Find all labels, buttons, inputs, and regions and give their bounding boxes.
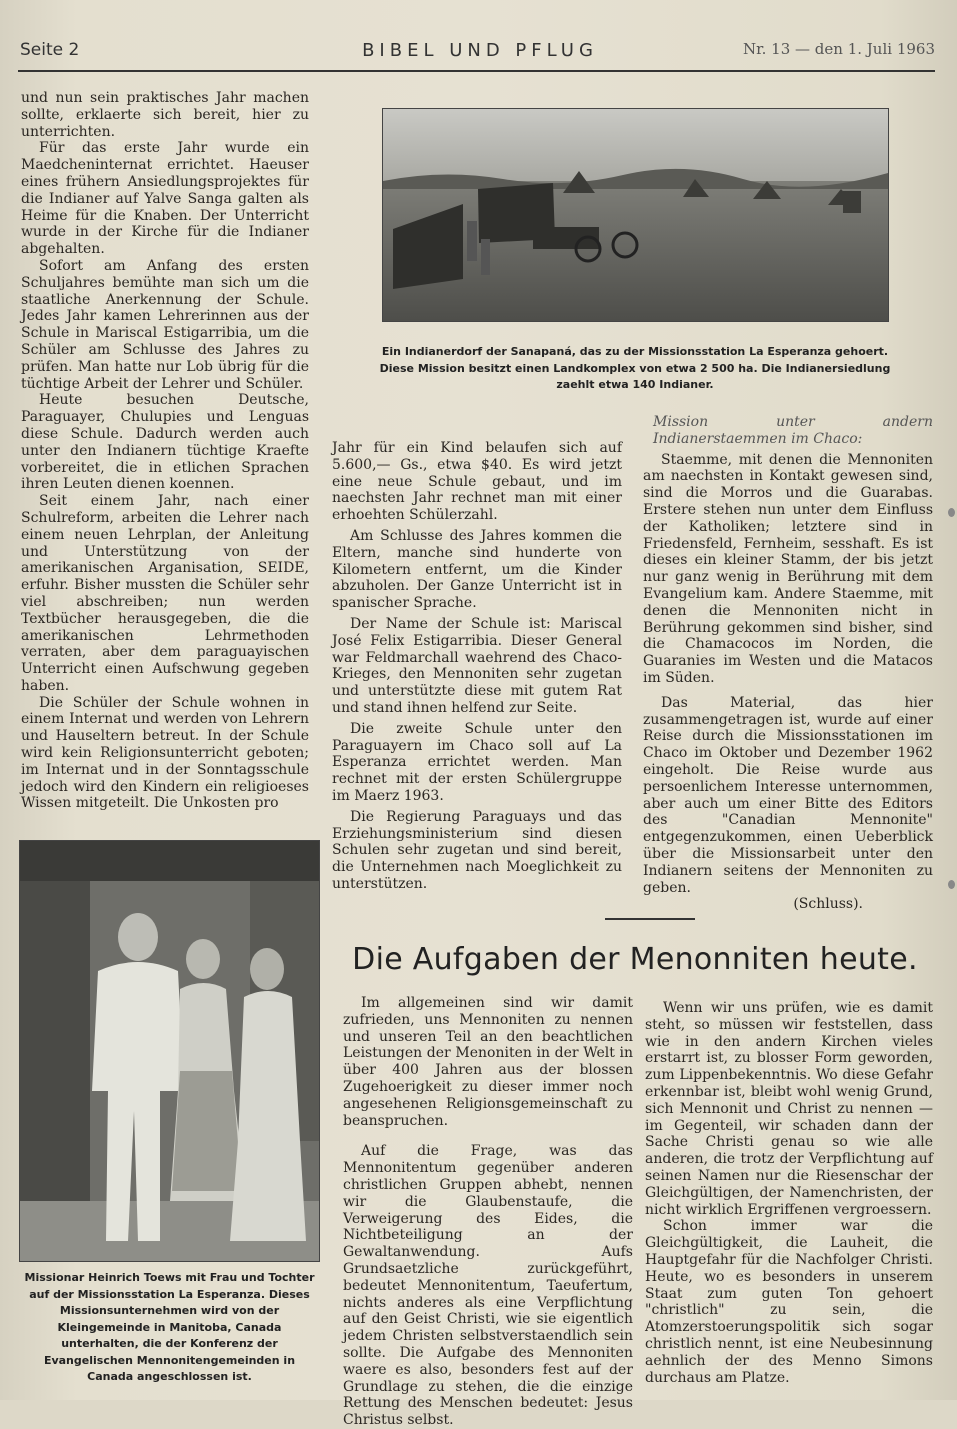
paragraph: Sofort am Anfang des ersten Schuljahres bemühte man sich um die staatliche Anerkennung der Schule. Jedes Jahr kamen Lehrerinnen aus der Schule in Mariscal Estigarribia, um die Schüler am Schlusse des Jahres zu prüfen. Man hatte nur Lob übrig für die tüchtige Arbeit der Lehrer und Schüler. — [21, 257, 309, 392]
paragraph: Im allgemeinen sind wir damit zufrieden, uns Mennoniten zu nennen und unseren Teil an den beachtlichen Leistungen der Menoniten in der Welt in über 400 Jahren aus der blossen Zugehoerigkeit zu dieser immer noch angesehenen Religionsgemeinschaft zu beanspruchen. — [343, 995, 633, 1129]
section-heading: Mission unter andern Indianerstaemmen im Chaco: — [653, 414, 933, 447]
paragraph: Für das erste Jahr wurde ein Maedcheninternat errichtet. Haeuser eines frühern Ansiedlungsprojektes für die Indianer auf Yalve Sanga galten als Heime für die Knaben. Der Unterricht wurde in der Kirche für die Indianer abgehalten. — [21, 140, 309, 258]
paragraph: Am Schlusse des Jahres kommen die Eltern, manche sind hunderte von Kilometern entfernt, um die Kinder abzuholen. Der Ganze Unterricht ist in spanischer Sprache. — [332, 527, 622, 612]
article-column-5 — [645, 1000, 933, 1386]
missionary-family-photo — [19, 840, 320, 1262]
section-divider — [605, 918, 695, 920]
article-column-1 — [21, 90, 309, 812]
paragraph: Staemme, mit denen die Mennoniten am naechsten in Kontakt gewesen sind, sind die Morros und die Guarabas. Erstere stehen nun unter dem Einfluss der Katholiken; letztere sind in Friedensfeld, Fernheim, sesshaft. Es ist dieses ein kleiner Stamm, der bis jetzt nur ganz wenig in Berührung mit dem Evangelium kam. Andere Staemme, mit denen die Mennoniten nicht in Berührung gekommen sind bisher, sind die Chamacocos im Norden, die Guaranies im Westen und die Matacos im Süden. — [643, 451, 933, 686]
village-photo-image — [383, 109, 888, 321]
missionary-family-image — [20, 841, 319, 1261]
paragraph: Die Schüler der Schule wohnen in einem Internat und werden von Lehrern und Hauseltern betreut. In der Schule wird kein Religionsunterricht geboten; im Internat und in der Sonntagsschule jedoch wird den Kindern ein religioeses Wissen mitgeteilt. Die Unkosten pro — [21, 694, 309, 812]
page-number: Seite 2 — [20, 40, 80, 60]
village-photo-caption: Ein Indianerdorf der Sanapaná, das zu der Missionsstation La Esperanza gehoert. Diese Mission besitzt einen Landkomplex von etwa 2 500 ha. Die Indianersiedlung zaehlt etwa 140 Indianer. — [379, 345, 891, 391]
issue-date: Nr. 13 — den 1. Juli 1963 — [742, 40, 935, 58]
masthead-title: BIBEL UND PFLUG — [362, 40, 598, 61]
article-headline: Die Aufgaben der Menonniten heute. — [352, 942, 918, 977]
paragraph: Der Name der Schule ist: Mariscal José Felix Estigarribia. Dieser General war Feldmarchall waehrend des Chaco-Krieges, den Mennoniten sehr zugetan und unterstützte diese mit gutem Rat und stand ihnen helfend zur Seite. — [332, 615, 622, 716]
header-rule — [18, 70, 935, 72]
paragraph: Auf die Frage, was das Mennonitentum gegenüber anderen christlichen Gruppen abhebt, nennen wir die Glaubenstaufe, die Verweigerung des Eides, die Nichtbeteiligung an der Gewaltanwendung. Aufs Grundsaetzliche zurückgeführt, bedeutet Mennonitentum, Taeufertum, nichts anderes als eine Verpflichtung auf den Geist Christi, wie sie eigentlich jedem Christen selbstverstaendlich sein sollte. Die Aufgabe des Mennoniten waere es also, besonders fest auf der Grundlage zu stehen, die die einzige Rettung des Menschen bedeutet: Jesus Christus selbst. — [343, 1143, 633, 1429]
paragraph: Seit einem Jahr, nach einer Schulreform, arbeiten die Lehrer nach einem neuen Lehrplan, der Anleitung und Unterstützung von der amerikanischen Arganisation, SEIDE, erfuhr. Bisher mussten die Schüler sehr viel abschreiben; nun werden Textbücher herausgegeben, die die amerikanischen Lehrmethoden verraten, aber dem paraguayischen Unterricht einen Aufschwung gegeben haben. — [21, 493, 309, 694]
paragraph: und nun sein praktisches Jahr machen sollte, erklaerte sich bereit, hier zu unterrichten. — [21, 90, 309, 140]
paragraph: Die Regierung Paraguays und das Erziehungsministerium sind diesen Schulen sehr zugetan und sind bereit, die Unternehmen nach Moeglichkeit zu unterstützen. — [332, 808, 622, 892]
article-column-3 — [643, 414, 933, 913]
article-end-mark: (Schluss). — [793, 896, 863, 913]
village-photo — [382, 108, 889, 322]
paragraph: Die zweite Schule unter den Paraguayern im Chaco soll auf La Esperanza errichtet werden. Man rechnet mit der ersten Schülergruppe im Maerz 1963. — [332, 720, 622, 804]
paragraph: Heute besuchen Deutsche, Paraguayer, Chulupies und Lenguas diese Schule. Dadurch werden auch unter den Indianern tüchtige Kraefte vorbereitet, die in etlichen Sprachen ihren Leuten dienen koennen. — [21, 392, 309, 493]
binder-hole — [948, 880, 955, 889]
article-column-2 — [332, 440, 622, 893]
article-column-4 — [343, 995, 633, 1429]
paragraph: Schon immer war die Gleichgültigkeit, die Lauheit, die Hauptgefahr für die Nachfolger Christi. Heute, wo es besonders in unserem Staat zum guten Ton gehoert "christlich" zu sein, die Atomzerstoerungspolitik sich sogar christlich nennt, ist eine Neubesinnung aehnlich der des Menno Simons durchaus am Platze. — [645, 1218, 933, 1386]
paragraph: Das Material, das hier zusammengetragen ist, wurde auf einer Reise durch die Missionsstationen im Chaco im Oktober und Dezember 1962 eingeholt. Die Reise wurde aus persoenlichem Interesse unternommen, aber auch um einer Bitte des Editors des "Canadian Mennonite" entgegenzukommen, einen Ueberblick über die Missionsarbeit unter den Indianern seitens der Mennoniten zu geben. — [643, 694, 933, 896]
family-photo-caption: Missionar Heinrich Toews mit Frau und Tochter auf der Missionsstation La Esperanza. Dieses Missionsunternehmen wird von der Kleingemeinde in Manitoba, Canada unterhalten, die der Konferenz der Evangelischen Mennonitengemeinden in Canada angeschlossen ist. — [24, 1271, 315, 1383]
paragraph: Wenn wir uns prüfen, wie es damit steht, so müssen wir feststellen, dass wie in den andern Kirchen vieles erstarrt ist, zu blosser Form geworden, zum Lippenbekenntnis. Wo diese Gefahr erkennbar ist, bleibt wohl wenig Grund, sich Mennonit und Christ zu nennen — im Gegenteil, wir schaden dann der Sache Christi genau so wie alle anderen, die trotz der Verpflichtung auf seinen Namen nur die Riesenschar der Gleichgültigen, der Namenchristen, der nicht wirklich Ergriffenen vergroessern. — [645, 1000, 933, 1218]
paragraph: Jahr für ein Kind belaufen sich auf 5.600,— Gs., etwa $40. Es wird jetzt eine neue Schule gebaut, und im naechsten Jahr rechnet man mit einer erhoehten Schülerzahl. — [332, 440, 622, 524]
binder-hole — [948, 508, 955, 517]
